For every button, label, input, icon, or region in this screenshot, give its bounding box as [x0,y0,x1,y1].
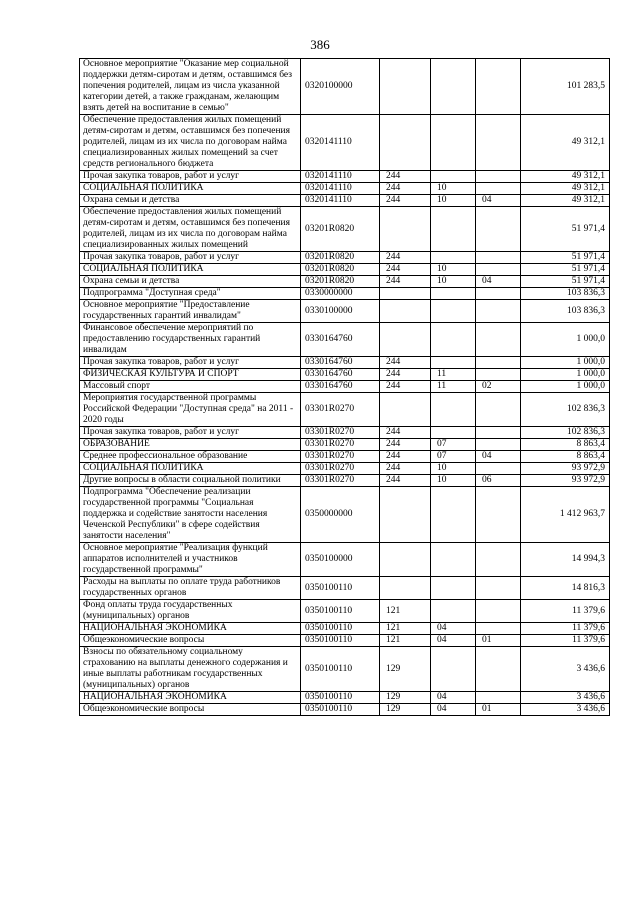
subsection-cell: 01 [476,635,521,647]
amount-cell: 93 972,9 [521,475,610,487]
target-article-cell: 0330100000 [301,300,380,323]
amount-cell: 49 312,1 [521,171,610,183]
section-cell: 10 [431,463,476,475]
row-name-cell: Основное мероприятие "Реализация функций аппаратов исполнителей и участников государственной программы" [80,543,301,577]
amount-cell: 51 971,4 [521,276,610,288]
expense-type-cell: 244 [380,427,431,439]
target-article-cell: 0330164760 [301,323,380,357]
amount-cell: 8 863,4 [521,451,610,463]
target-article-cell: 0320141110 [301,171,380,183]
amount-cell: 1 412 963,7 [521,487,610,543]
target-article-cell: 03301R0270 [301,463,380,475]
target-article-cell: 03301R0270 [301,451,380,463]
subsection-cell [476,323,521,357]
section-cell [431,252,476,264]
subsection-cell: 04 [476,276,521,288]
expense-type-cell [380,288,431,300]
table-row [80,647,610,692]
subsection-cell [476,439,521,451]
section-cell [431,59,476,115]
table-row [80,577,610,600]
target-article-cell: 03201R0820 [301,207,380,252]
amount-cell: 1 000,0 [521,381,610,393]
row-name-cell: НАЦИОНАЛЬНАЯ ЭКОНОМИКА [80,692,301,704]
expense-type-cell [380,543,431,577]
section-cell [431,600,476,623]
expense-type-cell: 244 [380,171,431,183]
section-cell: 10 [431,475,476,487]
amount-cell: 102 836,3 [521,427,610,439]
table-row [80,475,610,487]
target-article-cell: 0330164760 [301,369,380,381]
section-cell: 11 [431,381,476,393]
amount-cell: 1 000,0 [521,357,610,369]
expense-type-cell [380,115,431,171]
section-cell [431,577,476,600]
subsection-cell [476,692,521,704]
target-article-cell: 0330164760 [301,357,380,369]
amount-cell: 3 436,6 [521,704,610,716]
subsection-cell: 04 [476,195,521,207]
expense-type-cell: 244 [380,195,431,207]
row-name-cell: Финансовое обеспечение мероприятий по предоставлению государственных гарантий инвалидам [80,323,301,357]
row-name-cell: Массовый спорт [80,381,301,393]
section-cell [431,543,476,577]
table-row [80,704,610,716]
table-row [80,381,610,393]
row-name-cell: Прочая закупка товаров, работ и услуг [80,171,301,183]
table-row [80,207,610,252]
section-cell [431,323,476,357]
table-row [80,427,610,439]
section-cell [431,171,476,183]
target-article-cell: 0320100000 [301,59,380,115]
expense-type-cell [380,59,431,115]
target-article-cell: 0320141110 [301,183,380,195]
row-name-cell: Прочая закупка товаров, работ и услуг [80,252,301,264]
subsection-cell [476,427,521,439]
target-article-cell: 0350100110 [301,647,380,692]
expense-type-cell: 244 [380,264,431,276]
row-name-cell: Взносы по обязательному социальному страхованию на выплаты денежного содержания и иные выплаты работникам государственных (муниципальных) органов [80,647,301,692]
subsection-cell [476,171,521,183]
target-article-cell: 03201R0820 [301,276,380,288]
subsection-cell [476,600,521,623]
target-article-cell: 03301R0270 [301,393,380,427]
amount-cell: 49 312,1 [521,195,610,207]
row-name-cell: Подпрограмма "Обеспечение реализации государственной программы "Социальная поддержка и содействие занятости населения Чеченской Республики" в сфере содействия занятости населения" [80,487,301,543]
table-row [80,369,610,381]
expense-type-cell: 244 [380,439,431,451]
amount-cell: 102 836,3 [521,393,610,427]
table-row [80,195,610,207]
target-article-cell: 0320141110 [301,115,380,171]
amount-cell: 49 312,1 [521,183,610,195]
expense-type-cell: 129 [380,647,431,692]
subsection-cell [476,647,521,692]
section-cell: 10 [431,264,476,276]
target-article-cell: 03301R0270 [301,475,380,487]
row-name-cell: Другие вопросы в области социальной политики [80,475,301,487]
subsection-cell [476,288,521,300]
target-article-cell: 0350000000 [301,487,380,543]
target-article-cell: 0350100110 [301,600,380,623]
subsection-cell: 06 [476,475,521,487]
amount-cell: 51 971,4 [521,252,610,264]
expense-type-cell: 244 [380,357,431,369]
target-article-cell: 03201R0820 [301,252,380,264]
subsection-cell [476,393,521,427]
amount-cell: 14 994,3 [521,543,610,577]
amount-cell: 51 971,4 [521,207,610,252]
section-cell [431,288,476,300]
section-cell: 04 [431,704,476,716]
amount-cell: 3 436,6 [521,647,610,692]
section-cell: 10 [431,195,476,207]
section-cell [431,393,476,427]
amount-cell: 93 972,9 [521,463,610,475]
amount-cell: 11 379,6 [521,600,610,623]
table-row [80,171,610,183]
table-row [80,439,610,451]
section-cell: 04 [431,623,476,635]
row-name-cell: Фонд оплаты труда государственных (муниципальных) органов [80,600,301,623]
section-cell [431,487,476,543]
section-cell: 10 [431,183,476,195]
subsection-cell: 02 [476,381,521,393]
section-cell [431,115,476,171]
row-name-cell: Обеспечение предоставления жилых помещений детям-сиротам и детям, оставшимся без попечения родителей, лицам из их числа по договорам найма специализированных жилых помещений [80,207,301,252]
expense-type-cell [380,487,431,543]
subsection-cell [476,623,521,635]
section-cell [431,300,476,323]
target-article-cell: 0330000000 [301,288,380,300]
row-name-cell: Охрана семьи и детства [80,195,301,207]
table-row [80,252,610,264]
table-row [80,543,610,577]
table-row [80,623,610,635]
section-cell: 07 [431,439,476,451]
target-article-cell: 0350100000 [301,543,380,577]
expense-type-cell: 244 [380,276,431,288]
row-name-cell: НАЦИОНАЛЬНАЯ ЭКОНОМИКА [80,623,301,635]
row-name-cell: СОЦИАЛЬНАЯ ПОЛИТИКА [80,264,301,276]
target-article-cell: 0350100110 [301,635,380,647]
table-row [80,451,610,463]
expense-type-cell: 129 [380,704,431,716]
table-row [80,600,610,623]
table-row [80,692,610,704]
table-row [80,276,610,288]
row-name-cell: Среднее профессиональное образование [80,451,301,463]
expense-type-cell [380,300,431,323]
target-article-cell: 0350100110 [301,704,380,716]
amount-cell: 1 000,0 [521,323,610,357]
row-name-cell: Мероприятия государственной программы Российской Федерации "Доступная среда" на 2011 - 2020 годы [80,393,301,427]
row-name-cell: Прочая закупка товаров, работ и услуг [80,357,301,369]
row-name-cell: Охрана семьи и детства [80,276,301,288]
row-name-cell: ФИЗИЧЕСКАЯ КУЛЬТУРА И СПОРТ [80,369,301,381]
row-name-cell: Подпрограмма "Доступная среда" [80,288,301,300]
expense-type-cell: 121 [380,623,431,635]
table-row [80,635,610,647]
target-article-cell: 0350100110 [301,577,380,600]
row-name-cell: Основное мероприятие "Предоставление государственных гарантий инвалидам" [80,300,301,323]
table-row [80,59,610,115]
expense-type-cell [380,323,431,357]
section-cell: 10 [431,276,476,288]
section-cell [431,427,476,439]
amount-cell: 51 971,4 [521,264,610,276]
amount-cell: 103 836,3 [521,288,610,300]
expense-type-cell [380,207,431,252]
section-cell: 07 [431,451,476,463]
amount-cell: 103 836,3 [521,300,610,323]
table-row [80,300,610,323]
table-row [80,323,610,357]
row-name-cell: Прочая закупка товаров, работ и услуг [80,427,301,439]
amount-cell: 11 379,6 [521,635,610,647]
section-cell [431,207,476,252]
table-row [80,393,610,427]
subsection-cell [476,252,521,264]
amount-cell: 11 379,6 [521,623,610,635]
subsection-cell: 01 [476,704,521,716]
subsection-cell [476,357,521,369]
expense-type-cell: 244 [380,183,431,195]
expense-type-cell: 129 [380,692,431,704]
row-name-cell: Основное мероприятие "Оказание мер социальной поддержки детям-сиротам и детям, оставшимся без попечения родителей, лицам из числа указанной категории детей, а также гражданам, желающим взять детей на воспитание в семью" [80,59,301,115]
table-row [80,357,610,369]
subsection-cell: 04 [476,451,521,463]
subsection-cell [476,463,521,475]
table-row [80,487,610,543]
target-article-cell: 03201R0820 [301,264,380,276]
subsection-cell [476,543,521,577]
subsection-cell [476,207,521,252]
row-name-cell: Обеспечение предоставления жилых помещений детям-сиротам и детям, оставшимся без попечения родителей, лицам из их числа по договорам найма специализированных жилых помещений за счет средств регионального бюджета [80,115,301,171]
table-row [80,264,610,276]
amount-cell: 49 312,1 [521,115,610,171]
expense-type-cell: 121 [380,635,431,647]
subsection-cell [476,264,521,276]
expense-type-cell: 244 [380,369,431,381]
target-article-cell: 0330164760 [301,381,380,393]
section-cell: 04 [431,635,476,647]
subsection-cell [476,115,521,171]
expense-type-cell: 244 [380,463,431,475]
amount-cell: 14 816,3 [521,577,610,600]
row-name-cell: СОЦИАЛЬНАЯ ПОЛИТИКА [80,183,301,195]
row-name-cell: Общеэкономические вопросы [80,635,301,647]
table-row [80,463,610,475]
row-name-cell: ОБРАЗОВАНИЕ [80,439,301,451]
target-article-cell: 03301R0270 [301,439,380,451]
table-row [80,183,610,195]
page-number: 386 [310,37,330,52]
expense-type-cell: 244 [380,451,431,463]
section-cell: 11 [431,369,476,381]
subsection-cell [476,369,521,381]
target-article-cell: 03301R0270 [301,427,380,439]
subsection-cell [476,487,521,543]
budget-table [79,58,610,716]
budget-table-body [80,59,610,716]
section-cell: 04 [431,692,476,704]
subsection-cell [476,300,521,323]
target-article-cell: 0350100110 [301,623,380,635]
section-cell [431,357,476,369]
row-name-cell: Расходы на выплаты по оплате труда работников государственных органов [80,577,301,600]
table-row [80,115,610,171]
amount-cell: 8 863,4 [521,439,610,451]
amount-cell: 101 283,5 [521,59,610,115]
expense-type-cell [380,577,431,600]
expense-type-cell: 121 [380,600,431,623]
expense-type-cell: 244 [380,252,431,264]
expense-type-cell: 244 [380,475,431,487]
section-cell [431,647,476,692]
target-article-cell: 0350100110 [301,692,380,704]
row-name-cell: Общеэкономические вопросы [80,704,301,716]
target-article-cell: 0320141110 [301,195,380,207]
subsection-cell [476,577,521,600]
amount-cell: 3 436,6 [521,692,610,704]
expense-type-cell [380,393,431,427]
subsection-cell [476,59,521,115]
subsection-cell [476,183,521,195]
expense-type-cell: 244 [380,381,431,393]
row-name-cell: СОЦИАЛЬНАЯ ПОЛИТИКА [80,463,301,475]
table-row [80,288,610,300]
amount-cell: 1 000,0 [521,369,610,381]
